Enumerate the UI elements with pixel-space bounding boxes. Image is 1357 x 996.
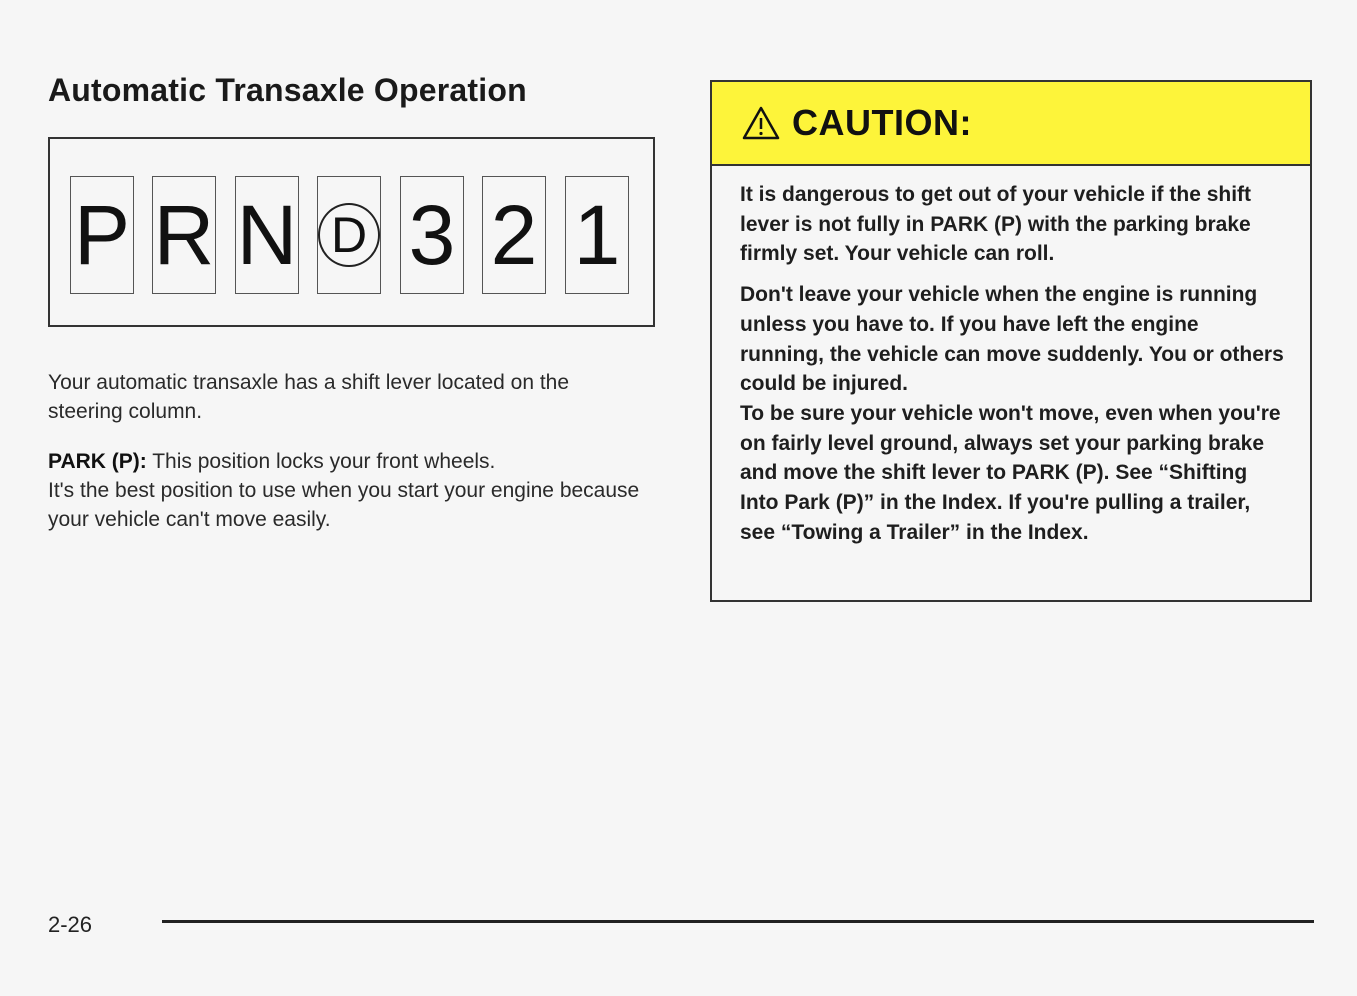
caution-body (712, 166, 1310, 547)
page-number: 2-26 (48, 912, 93, 937)
gear-drive (317, 176, 381, 294)
footer-rule (162, 920, 1314, 923)
page-title: Automatic Transaxle Operation (48, 72, 527, 108)
park-paragraph (48, 447, 648, 534)
warning-triangle-icon (742, 106, 780, 140)
gear-drive-circled-label: D (318, 203, 380, 267)
park-line-1: This position locks your front wheels. (152, 450, 496, 473)
shift-position-indicator (48, 137, 655, 327)
caution-paragraph-1: It is dangerous to get out of your vehicle if the shift lever is not fully in PARK (P) with the parking brake firmly set. Your vehicle can roll. (740, 183, 1252, 266)
gear-reverse: R (152, 176, 216, 294)
gear-park: P (70, 176, 134, 294)
gear-third: 3 (400, 176, 464, 294)
caution-header (712, 82, 1310, 166)
gear-neutral: N (235, 176, 299, 294)
caution-paragraph-2: Don't leave your vehicle when the engine is running unless you have to. If you have left the engine running, the vehicle can move suddenly. You or others could be injured. (740, 283, 1284, 396)
caution-title: CAUTION: (792, 102, 972, 143)
park-label: PARK (P): (48, 450, 147, 473)
caution-paragraph-3: To be sure your vehicle won't move, even when you're on fairly level ground, always set your parking brake and move the shift lever to PARK (P). See “Shifting Into Park (P)” in the Index. If you're pulling a trailer, see “Towing a Trailer” in the Index. (740, 401, 1281, 544)
park-line-rest: It's the best position to use when you start your engine because your vehicle can't move easily. (48, 479, 640, 531)
intro-paragraph: Your automatic transaxle has a shift lever located on the steering column. (48, 371, 570, 423)
gear-first: 1 (565, 176, 629, 294)
caution-box (710, 80, 1312, 602)
gear-second: 2 (482, 176, 546, 294)
